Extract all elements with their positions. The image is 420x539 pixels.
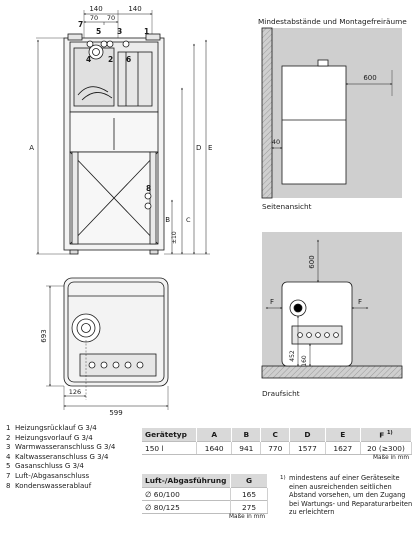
legend-item [6, 453, 115, 463]
spec-table-wrap [142, 428, 412, 461]
label-b: B [165, 216, 170, 224]
legend-num: 5 [6, 462, 11, 471]
table-cell: 1577 [290, 442, 325, 455]
table-cell: 20 (≥300) [361, 442, 412, 455]
table-cell: 165 [231, 488, 268, 501]
table-cell: 770 [261, 442, 290, 455]
legend-text: Kondenswasserablauf [15, 481, 92, 490]
top-view-clearance [262, 232, 402, 378]
table-header: E [325, 428, 360, 442]
dim-140-right: 140 [128, 5, 142, 13]
label-d: D [196, 144, 202, 152]
table-cell: 275 [231, 501, 268, 514]
table-header: Gerätetyp [142, 428, 197, 442]
table-cell: ∅ 80/125 [142, 501, 231, 514]
table-header: B [232, 428, 261, 442]
table-cell: 150 l [142, 442, 197, 455]
dim-599: 599 [109, 409, 123, 417]
part-number-1: 1 [144, 27, 150, 36]
flue-unit: Maße in mm [142, 513, 268, 520]
part-number-2: 2 [108, 55, 114, 64]
part-number-6: 6 [126, 55, 132, 64]
table-cell: 1640 [197, 442, 232, 455]
legend-num: 4 [6, 452, 11, 461]
table-header-f [361, 428, 412, 442]
label-c: C [186, 216, 191, 224]
flue-table [142, 474, 268, 513]
dim-693: 693 [40, 329, 48, 343]
legend-num: 3 [6, 443, 11, 452]
legend-text: Heizungsrücklauf G 3/4 [15, 424, 97, 432]
table-row [142, 442, 412, 455]
table-row [142, 501, 268, 514]
dim-pm10: ±10 [171, 231, 178, 244]
table-header: A [197, 428, 232, 442]
table-cell: 1627 [325, 442, 360, 455]
legend-item [6, 443, 115, 453]
legend-text: Gasanschluss G 3/4 [15, 462, 84, 471]
legend-item [6, 424, 115, 434]
label-e: E [208, 144, 213, 152]
dim-70-b: 70 [106, 14, 116, 22]
dim-126: 126 [68, 388, 82, 396]
table-header-row [142, 428, 412, 442]
table-header: C [261, 428, 290, 442]
table-header: Luft-/Abgasführung [142, 474, 231, 488]
legend-text: Luft-/Abgasanschluss [15, 471, 90, 480]
part-number-7: 7 [78, 20, 84, 29]
legend-num: 7 [6, 471, 11, 480]
flue-table-wrap [142, 474, 268, 520]
table-cell: 941 [232, 442, 261, 455]
top-view-drawing [46, 278, 168, 410]
legend-num: 2 [6, 433, 11, 442]
label-a: A [29, 144, 34, 152]
part-number-5: 5 [96, 27, 102, 36]
label-f-right: F [357, 298, 363, 306]
spec-unit: Maße in mm [142, 454, 412, 461]
table-row [142, 488, 268, 501]
side-view-label: Seitenansicht [262, 202, 312, 211]
part-number-4: 4 [86, 55, 92, 64]
connection-legend [6, 424, 115, 491]
table-header: G [231, 474, 268, 488]
front-view [36, 10, 213, 254]
legend-text: Kaltwasseranschluss G 3/4 [15, 452, 109, 461]
label-f-left: F [269, 298, 275, 306]
footnote [280, 474, 416, 517]
spec-table [142, 428, 412, 454]
legend-item [6, 472, 115, 482]
dim-160: 160 [301, 355, 308, 367]
legend-text: Heizungsvorlauf G 3/4 [15, 433, 93, 442]
legend-text: Warmwasseranschluss G 3/4 [15, 443, 116, 452]
top-view-label: Draufsicht [262, 389, 300, 398]
dim-140-left: 140 [89, 5, 103, 13]
dim-452: 452 [289, 350, 296, 362]
footnote-text: mindestens auf einer Geräteseite einen ausreichenden seitlichen Abstand vorsehen, um den Zugang bei Wartungs- und Reparaturarbeiten zu erleichtern [289, 474, 413, 517]
side-view-clearance [262, 28, 402, 198]
clearance-title: Mindestabstände und Montagefreiräume [258, 17, 407, 26]
part-number-8: 8 [146, 184, 152, 193]
dim-70-a: 70 [89, 14, 99, 22]
part-number-3: 3 [117, 27, 123, 36]
legend-num: 8 [6, 481, 11, 490]
legend-item [6, 434, 115, 444]
dim-600-side: 600 [363, 74, 377, 82]
legend-item [6, 462, 115, 472]
table-header: F [379, 430, 385, 440]
dim-600-top: 600 [308, 255, 316, 269]
dim-40: 40 [271, 138, 281, 146]
table-header: D [290, 428, 325, 442]
footnote-number: 1) [280, 475, 286, 481]
table-header-row [142, 474, 268, 488]
table-cell: ∅ 60/100 [142, 488, 231, 501]
legend-item [6, 482, 115, 492]
legend-num: 1 [6, 424, 11, 432]
footnote-mark: 1) [386, 429, 393, 436]
